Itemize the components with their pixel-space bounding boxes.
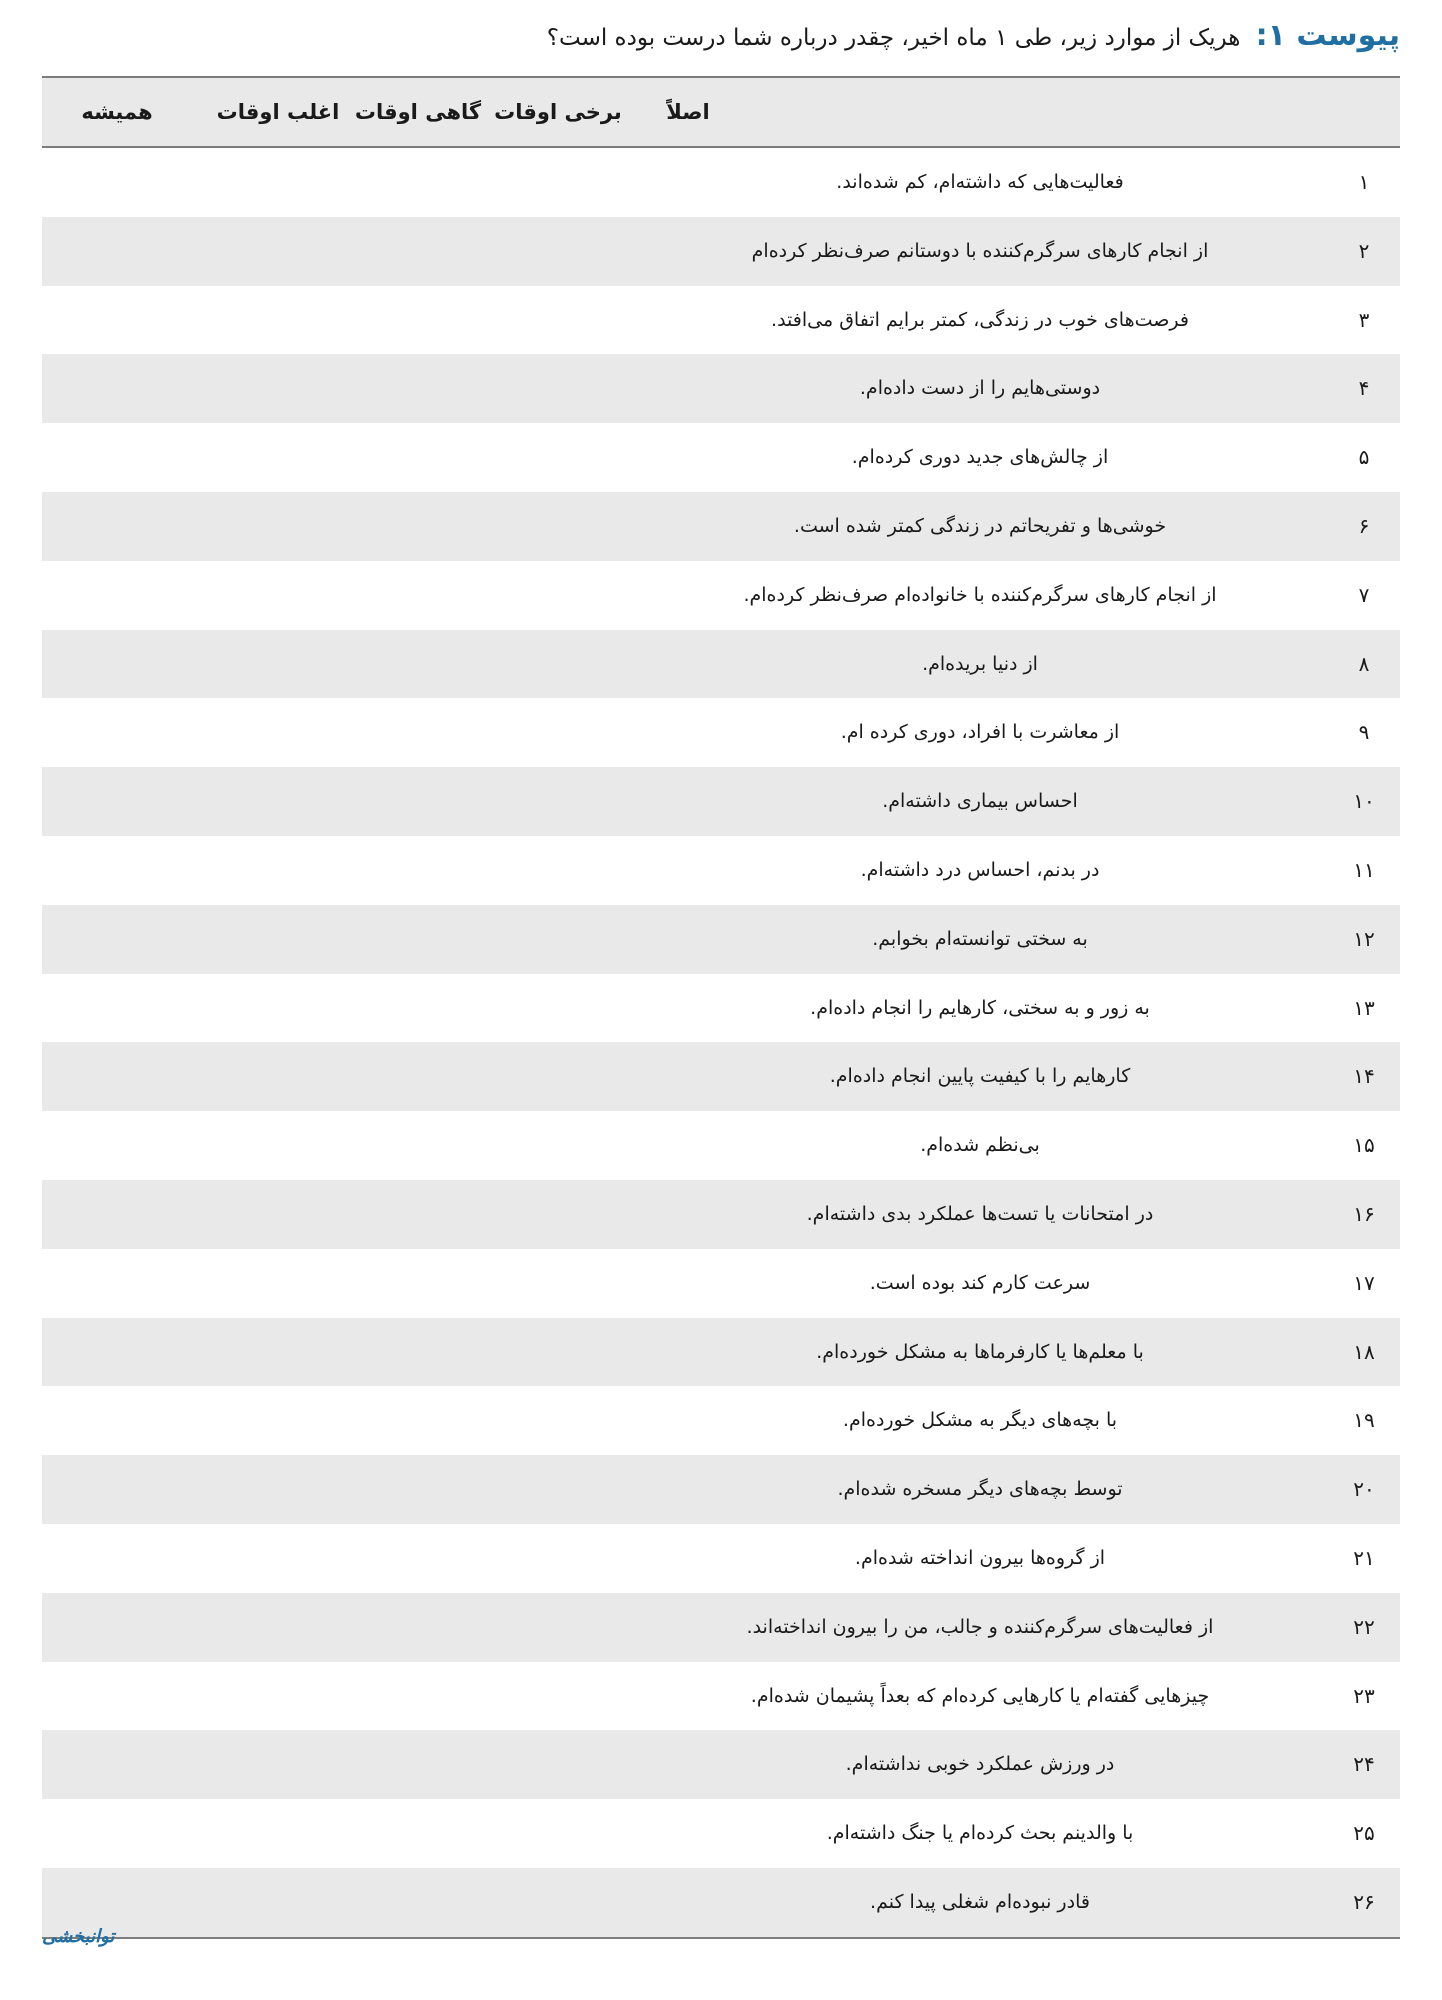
row-statement: سرعت کارم کند بوده است. — [869, 1271, 1091, 1294]
row-number: ۱۵ — [1353, 1133, 1375, 1158]
header-always: همیشه — [81, 100, 153, 124]
table-row — [42, 1730, 1400, 1799]
row-number: ۶ — [1358, 513, 1370, 538]
row-number: ۷ — [1358, 582, 1370, 607]
row-number: ۱۷ — [1353, 1270, 1375, 1295]
row-statement: احساس بیماری داشته‌ام. — [882, 790, 1078, 813]
table-row — [42, 492, 1400, 561]
table-row — [42, 630, 1400, 699]
caption-label: پیوست ۱: — [1255, 18, 1400, 53]
row-number: ۲۴ — [1353, 1752, 1375, 1777]
row-statement: از دنیا بریده‌ام. — [922, 652, 1038, 675]
row-number: ۲۳ — [1353, 1683, 1375, 1708]
row-number: ۱۴ — [1353, 1064, 1375, 1089]
row-statement: به سختی توانسته‌ام بخوابم. — [872, 927, 1088, 950]
row-number: ۱۰ — [1353, 789, 1375, 814]
table-row — [42, 286, 1400, 355]
row-number: ۴ — [1358, 376, 1370, 401]
table-row — [42, 974, 1400, 1043]
table-row — [42, 148, 1400, 217]
row-number: ۱۶ — [1353, 1201, 1375, 1226]
table-row — [42, 423, 1400, 492]
row-statement: خوشی‌ها و تفریحاتم در زندگی کمتر شده است. — [793, 514, 1167, 537]
row-statement: از انجام کارهای سرگرم‌کننده با دوستانم صرف‌نظر کرده‌ام — [751, 239, 1209, 262]
questionnaire-table — [42, 76, 1400, 1939]
row-number: ۱۱ — [1353, 857, 1375, 882]
header-never: اصلاً — [666, 100, 710, 124]
row-number: ۲۰ — [1353, 1477, 1375, 1502]
header-sometimes: برخی اوقات — [494, 100, 622, 124]
row-statement: قادر نبوده‌ام شغلی پیدا کنم. — [870, 1890, 1090, 1913]
table-row — [42, 1386, 1400, 1455]
table-row — [42, 1455, 1400, 1524]
table-row — [42, 1042, 1400, 1111]
table-caption — [547, 18, 1400, 56]
table-row — [42, 217, 1400, 286]
header-occasionally: گاهی اوقات — [354, 100, 482, 124]
row-statement: فرصت‌های خوب در زندگی، کمتر برایم اتفاق می‌افتد. — [771, 308, 1189, 331]
row-statement: از فعالیت‌های سرگرم‌کننده و جالب، من را بیرون انداخته‌اند. — [746, 1615, 1214, 1638]
row-number: ۵ — [1358, 445, 1370, 470]
row-number: ۱۹ — [1353, 1408, 1375, 1433]
row-number: ۹ — [1358, 720, 1370, 745]
table-row — [42, 354, 1400, 423]
caption-question: هریک از موارد زیر، طی ۱ ماه اخیر، چقدر درباره شما درست بوده است؟ — [546, 25, 1241, 51]
table-header-row — [42, 78, 1400, 148]
row-statement: در ورزش عملکرد خوبی نداشته‌ام. — [845, 1753, 1115, 1776]
row-statement: به زور و به سختی، کارهایم را انجام داده‌ام. — [810, 996, 1150, 1019]
row-statement: توسط بچه‌های دیگر مسخره شده‌ام. — [837, 1478, 1123, 1501]
row-statement: فعالیت‌هایی که داشته‌ام، کم شده‌اند. — [836, 171, 1124, 193]
row-statement: دوستی‌هایم را از دست داده‌ام. — [859, 377, 1101, 400]
row-number: ۲۱ — [1353, 1545, 1375, 1570]
row-number: ۱ — [1358, 170, 1370, 194]
row-number: ۲ — [1358, 238, 1370, 263]
table-row — [42, 767, 1400, 836]
table-row — [42, 1662, 1400, 1731]
table-row — [42, 1249, 1400, 1318]
row-statement: از چالش‌های جدید دوری کرده‌ام. — [851, 446, 1109, 469]
row-number: ۲۵ — [1353, 1821, 1375, 1846]
row-statement: از معاشرت با افراد، دوری کرده ام. — [840, 721, 1120, 744]
table-row — [42, 1593, 1400, 1662]
header-often: اغلب اوقات — [216, 100, 340, 124]
table-row — [42, 905, 1400, 974]
row-statement: بی‌نظم شده‌ام. — [920, 1134, 1040, 1157]
row-number: ۸ — [1358, 651, 1370, 676]
row-number: ۲۶ — [1353, 1889, 1375, 1914]
table-row — [42, 1524, 1400, 1593]
table-bottom-rule — [42, 1937, 1400, 1939]
table-row — [42, 698, 1400, 767]
row-statement: چیزهایی گفته‌ام یا کارهایی کرده‌ام که بعداً پشیمان شده‌ام. — [750, 1684, 1210, 1707]
row-statement: با والدینم بحث کرده‌ام یا جنگ داشته‌ام. — [826, 1822, 1134, 1845]
publisher-logo-text: توانبخشی — [42, 1926, 115, 1947]
row-statement: از انجام کارهای سرگرم‌کننده با خانواده‌ام صرف‌نظر کرده‌ام. — [743, 583, 1217, 606]
row-number: ۱۸ — [1353, 1339, 1375, 1364]
table-row — [42, 836, 1400, 905]
table-row — [42, 1799, 1400, 1868]
row-number: ۳ — [1358, 307, 1370, 332]
row-statement: با بچه‌های دیگر به مشکل خورده‌ام. — [842, 1409, 1118, 1432]
row-number: ۲۲ — [1353, 1614, 1375, 1639]
table-row — [42, 1318, 1400, 1387]
row-statement: با معلم‌ها یا کارفرماها به مشکل خورده‌ام. — [816, 1340, 1144, 1363]
table-row — [42, 561, 1400, 630]
row-statement: کارهایم را با کیفیت پایین انجام داده‌ام. — [829, 1065, 1131, 1088]
row-statement: از گروه‌ها بیرون انداخته شده‌ام. — [854, 1546, 1106, 1569]
row-statement: در بدنم، احساس درد داشته‌ام. — [860, 858, 1100, 881]
row-statement: در امتحانات یا تست‌ها عملکرد بدی داشته‌ام. — [806, 1202, 1154, 1225]
table-row — [42, 1111, 1400, 1180]
row-number: ۱۲ — [1353, 926, 1375, 951]
row-number: ۱۳ — [1353, 995, 1375, 1020]
table-row — [42, 1180, 1400, 1249]
table-row — [42, 1868, 1400, 1937]
